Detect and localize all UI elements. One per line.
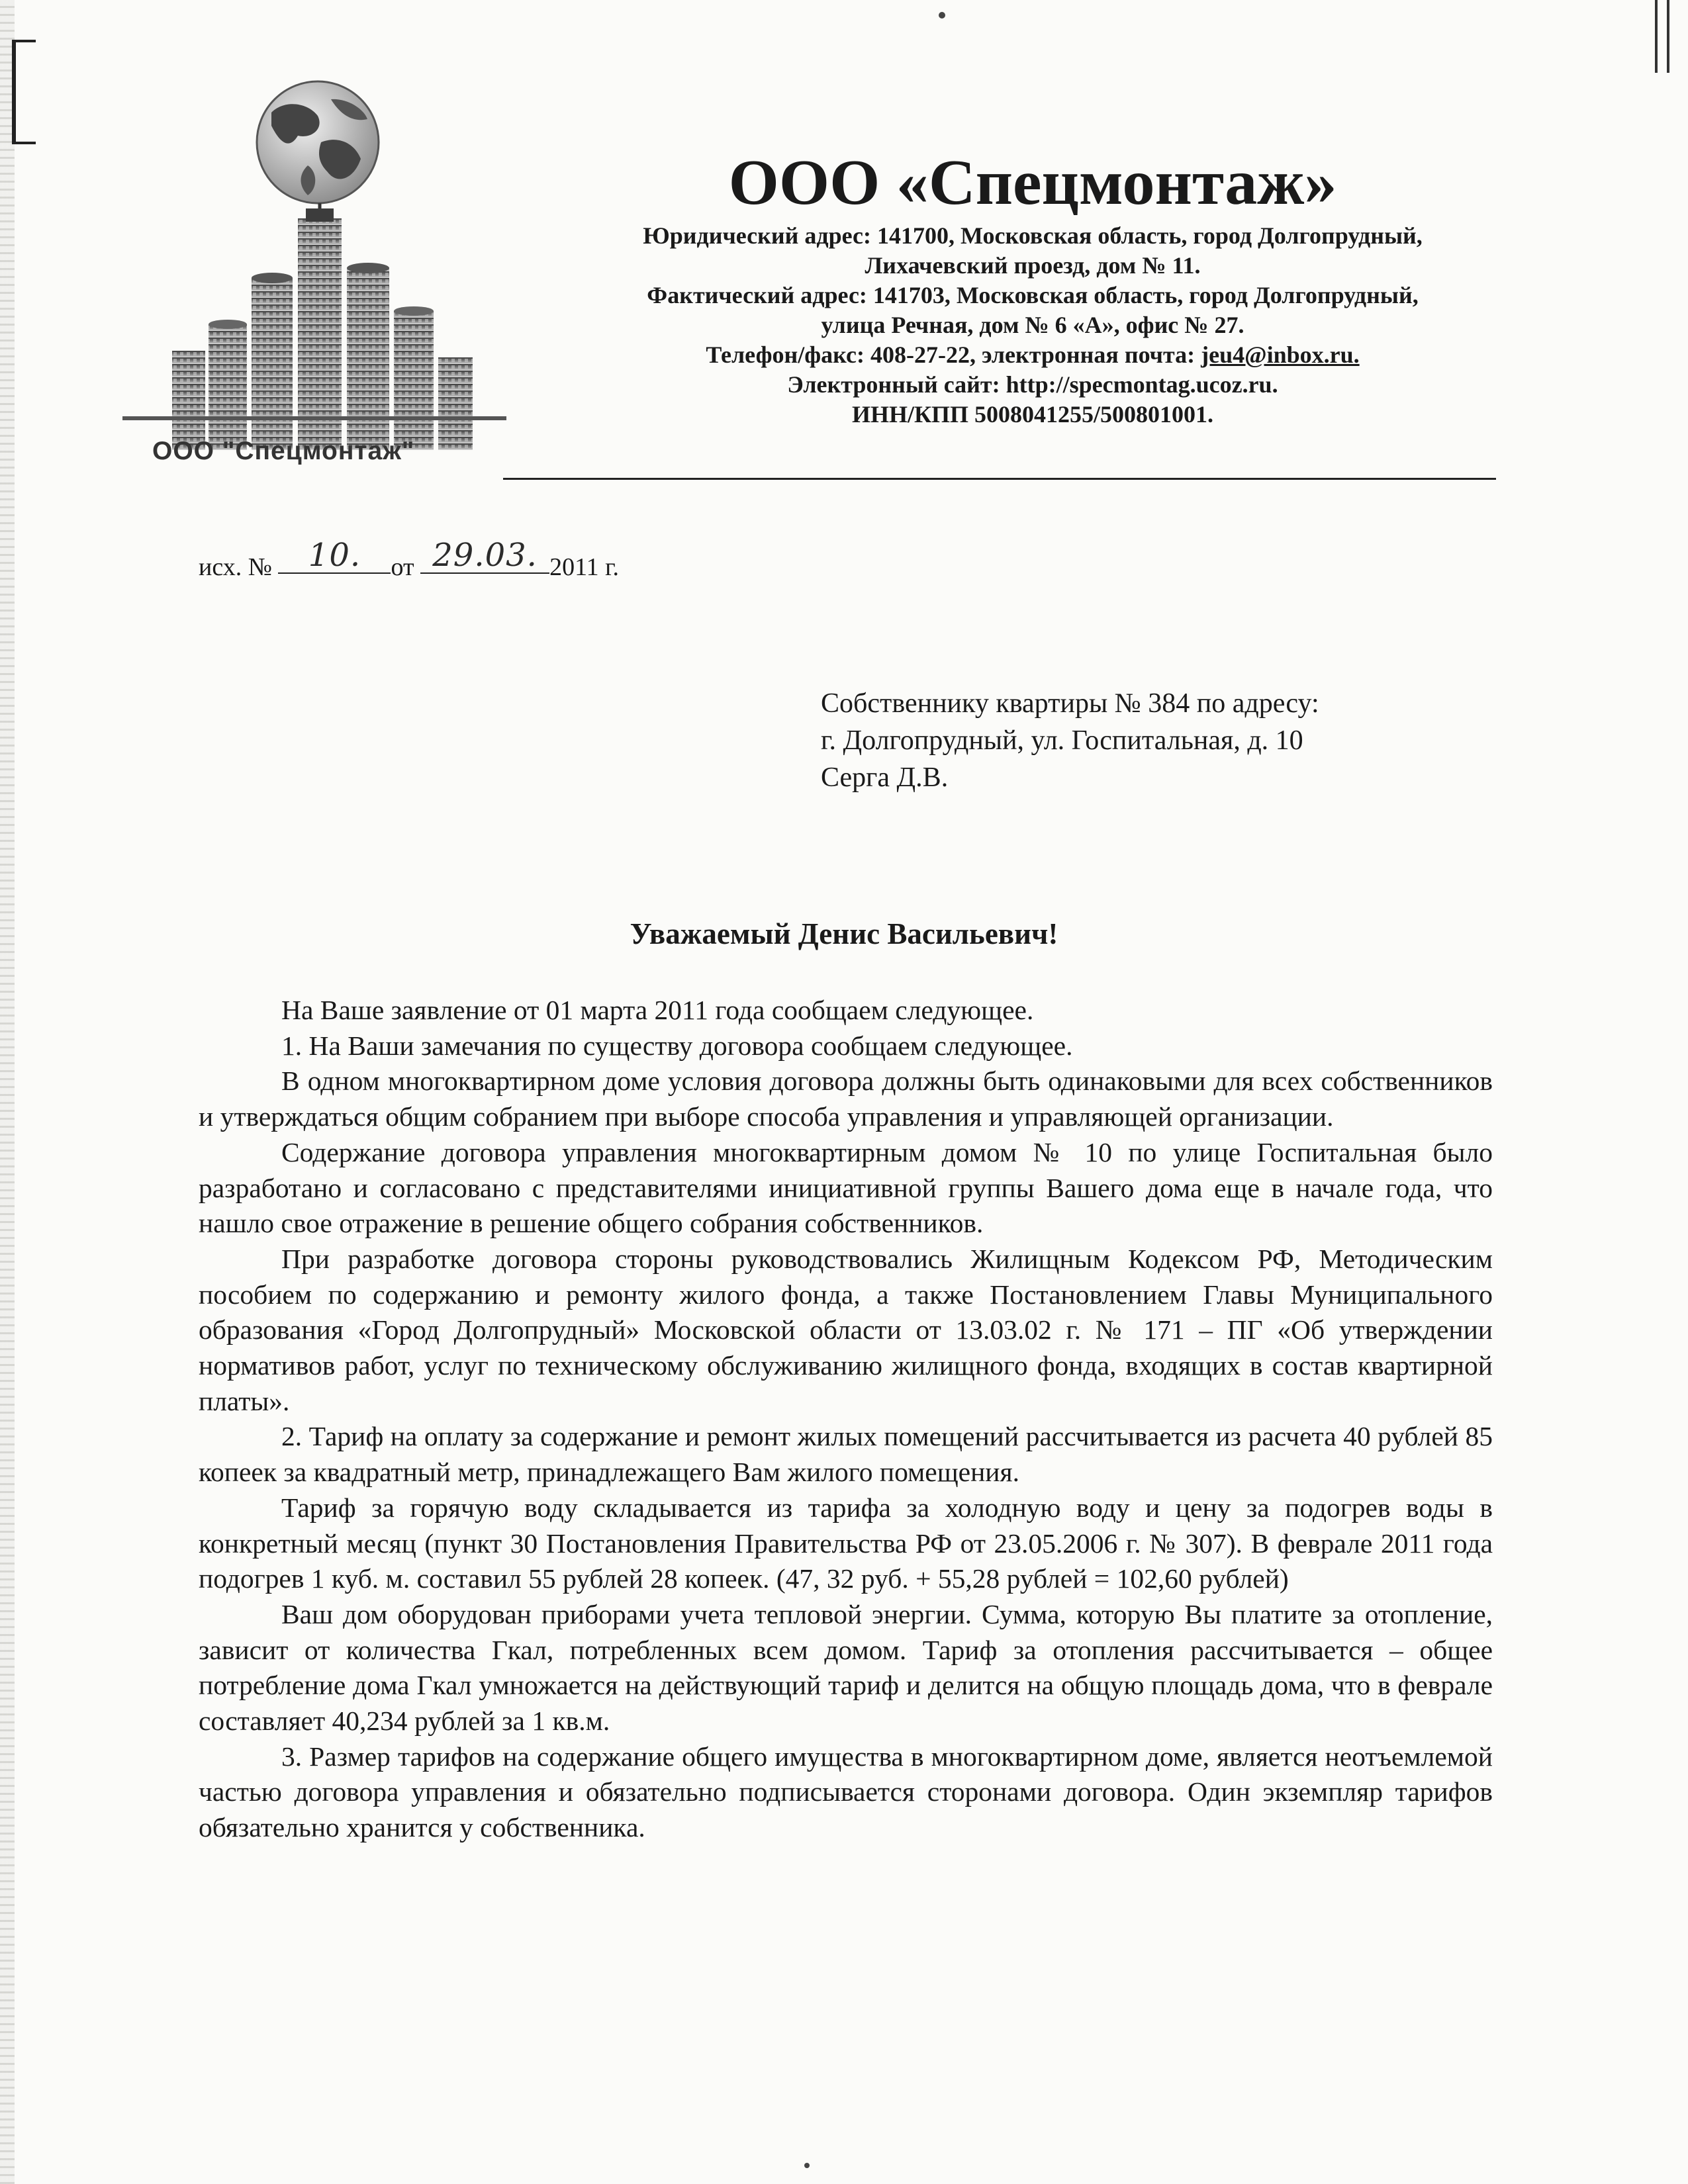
body-paragraph: На Ваше заявление от 01 марта 2011 года сообщаем следующее.: [281, 995, 1034, 1025]
logo-caption: ООО "Спецмонтаж": [152, 437, 415, 465]
body-paragraph: 3. Размер тарифов на содержание общего имущества в многоквартирном доме, является неотъемлемой частью договора управления и обязательно подписывается сторонами договора. Один экземпляр тарифов обязательно хранится у собственника.: [199, 1741, 1493, 1843]
legal-address-line-2: Лихачевский проезд, дом № 11.: [865, 251, 1201, 279]
outgoing-date-blank: [420, 537, 549, 574]
body-paragraph: 1. На Ваши замечания по существу договора сообщаем следующее.: [281, 1030, 1073, 1061]
recipient-block: [821, 685, 1319, 796]
scan-corner-mark: [1655, 0, 1669, 73]
scan-speck: [804, 2163, 810, 2168]
inn-kpp-line: ИНН/КПП 5008041255/500801001.: [851, 400, 1214, 428]
phone-fax: Телефон/факс: 408-27-22, электронная почта:: [706, 341, 1201, 368]
body-paragraph: 2. Тариф на оплату за содержание и ремонт жилых помещений рассчитывается из расчета 40 рублей 85 копеек за квадратный метр, принадлежащего Вам жилого помещения.: [199, 1421, 1493, 1488]
actual-address-line-2: улица Речная, дом № 6 «А», офис № 27.: [821, 311, 1244, 338]
body-paragraph: В одном многоквартирном доме условия договора должны быть одинаковыми для всех собственников и утверждаться общим собранием при выборе способа управления и управляющей организации.: [199, 1066, 1493, 1132]
website-line: Электронный сайт: http://specmontag.ucoz.ru.: [787, 371, 1278, 398]
recipient-line-1: Собственнику квартиры № 384 по адресу:: [821, 688, 1319, 719]
actual-address-line-1: Фактический адрес: 141703, Московская область, город Долгопрудный,: [647, 281, 1419, 308]
company-name: ООО «Спецмонтаж»: [728, 147, 1337, 218]
letterhead: [556, 149, 1509, 430]
outgoing-year: 2011 г.: [549, 553, 619, 581]
salutation: Уважаемый Денис Васильевич!: [630, 917, 1058, 950]
body-paragraph: Содержание договора управления многоквартирным домом № 10 по улице Госпитальная было разработано и согласовано с представителями инициативной группы Вашего дома еще в начале года, что нашло свое отражение в решение общего собрания собственников.: [199, 1136, 1493, 1239]
email-link[interactable]: jeu4@inbox.ru.: [1201, 341, 1360, 368]
scan-edge-artifact: [0, 0, 15, 2184]
outgoing-reference: [199, 537, 619, 582]
outgoing-date: 29.03.: [432, 537, 538, 574]
recipient-line-2: г. Долгопрудный, ул. Госпитальная, д. 10: [821, 725, 1303, 756]
outgoing-from-label: от: [391, 553, 414, 581]
legal-address-line-1: Юридический адрес: 141700, Московская область, город Долгопрудный,: [643, 222, 1423, 249]
contact-line: [556, 340, 1509, 370]
body-paragraph: Ваш дом оборудован приборами учета тепловой энергии. Сумма, которую Вы платите за отопление, зависит от количества Гкал, потребленных всем домом. Тариф за отопления рассчитывается – общее потребление дома Гкал умножается на действующий тариф и делится на общую площадь дома, что в феврале составляет 40,234 рублей за 1 кв.м.: [199, 1598, 1493, 1737]
globe-skyscrapers-logo-icon: [119, 79, 510, 477]
outgoing-number-blank: [278, 537, 391, 574]
body-paragraph: При разработке договора стороны руководствовались Жилищным Кодексом РФ, Методическим пособием по содержанию и ремонту жилого фонда, а также Постановлением Главы Муниципального образования «Город Долгопрудный» Московской области от 13.03.02 г. № 171 – ПГ «Об утверждении нормативов работ, услуг по техническому обслуживанию жилищного фонда, входящих в состав квартирной платы».: [199, 1243, 1493, 1416]
outgoing-number: 10.: [308, 537, 361, 574]
binder-clip-mark: [12, 40, 36, 144]
recipient-line-3: Серга Д.В.: [821, 762, 949, 793]
scan-speck: [939, 12, 945, 19]
header-divider: [503, 478, 1496, 480]
outgoing-prefix: исх. №: [199, 553, 272, 581]
letter-body: [199, 993, 1493, 1846]
body-paragraph: Тариф за горячую воду складывается из тарифа за холодную воду и цену за подогрев воды в конкретный месяц (пункт 30 Постановления Правительства РФ от 23.05.2006 г. № 307). В феврале 2011 года подогрев 1 куб. м. составил 55 рублей 28 копеек. (47, 32 руб. + 55,28 рублей = 102,60 рублей): [199, 1492, 1493, 1594]
